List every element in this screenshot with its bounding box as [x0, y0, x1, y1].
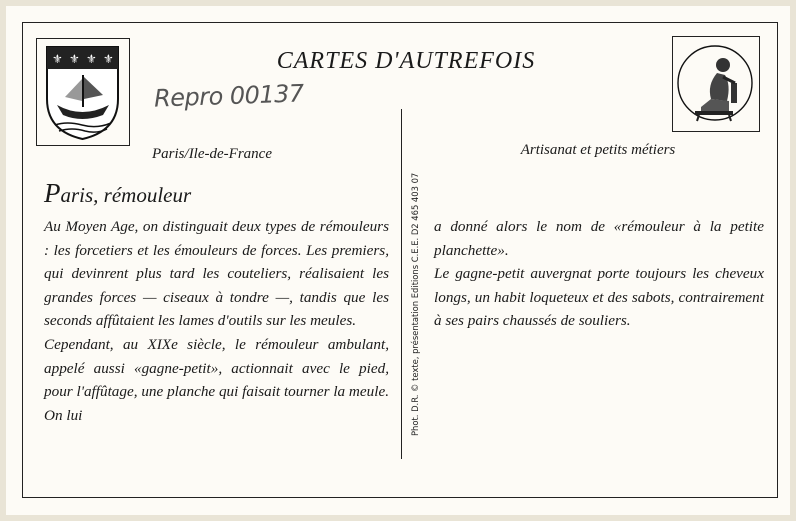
right-paragraph-1: a donné alors le nom de «rémouleur à la petite planchette».: [434, 218, 764, 259]
craftsman-at-work-icon: [672, 36, 760, 132]
category-label: Artisanat et petits métiers: [520, 142, 676, 158]
svg-text:⚜: ⚜: [52, 52, 63, 66]
right-paragraph-2: Le gagne-petit auvergnat porte toujours les cheveux longs, un habit loqueteux et des sabots, contrairement à ses pairs chaussés de souliers.: [434, 265, 764, 330]
svg-text:⚜: ⚜: [86, 52, 97, 66]
title-initial: P: [44, 178, 61, 208]
right-column-text: [434, 215, 764, 333]
svg-text:⚜: ⚜: [69, 52, 80, 66]
handwritten-reference: Repro 00137: [153, 79, 305, 113]
postcard: [6, 6, 790, 515]
region-label: Paris/Ile-de-France: [152, 146, 272, 162]
column-divider: [401, 109, 402, 459]
collection-title: CARTES D'AUTREFOIS: [276, 48, 536, 74]
left-paragraph-2: Cependant, au XIXe siècle, le rémouleur ambulant, appelé aussi «gagne-petit», actionnait avec le pied, pour l'affûtage, une planche qui faisait tourner la meule. On lui: [44, 335, 389, 424]
article-title: [44, 178, 191, 209]
svg-text:⚜: ⚜: [103, 52, 114, 66]
paris-coat-of-arms-icon: [36, 38, 130, 146]
title-rest: aris, rémouleur: [60, 183, 192, 207]
left-column-text: [44, 215, 389, 427]
publisher-credit: Phot. D.R. © texte, présentation Editions C.E.E. D2 465 403 07: [410, 172, 420, 436]
left-paragraph-1: Au Moyen Age, on distinguait deux types de rémouleurs : les forcetiers et les émouleurs de forces. Les premiers, qui devinrent plus tard les couteliers, réalisaient les grandes forces — ciseaux à tondre —, tandis que les seconds affûtaient les lames d'outils sur les meules.: [44, 218, 389, 330]
